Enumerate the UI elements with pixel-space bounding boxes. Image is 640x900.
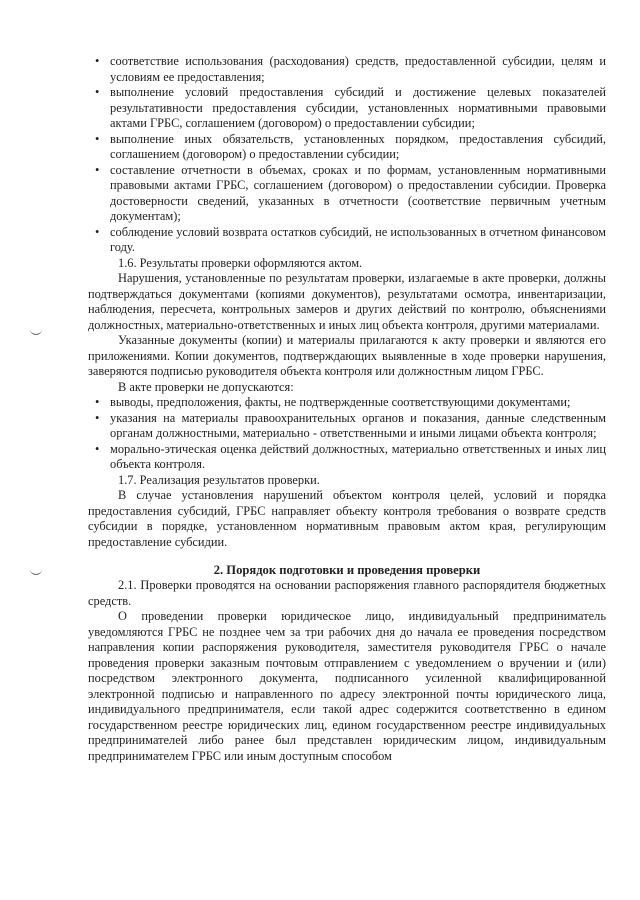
bullet-icon: • bbox=[95, 54, 100, 68]
not-allowed-title: В акте проверки не допускаются: bbox=[118, 379, 294, 394]
bullet-icon: • bbox=[95, 224, 100, 239]
bullet-icon: • bbox=[95, 410, 100, 425]
paragraph-documents: Указанные документы (копии) и материалы прилагаются к акту проверки и являются его приложениями. Копии документов, подтверждающих выявленные в ходе проверки нарушения, заверяются подписью руководителя объекта контроля или должностным лицом ГРБС. bbox=[88, 333, 606, 378]
binding-mark bbox=[30, 568, 42, 575]
paragraph-violations: Нарушения, установленные по результатам проверки, излагаемые в акте проверки, должны подтверждаться документами (копиями документов), результатами осмотра, инвентаризации, наблюдения, пересчета, контрольных замеров и других действий по контролю, объяснениями должностных, материально-ответственных и иных лиц объекта контроля, другими материалами. bbox=[88, 271, 606, 332]
list-item: • указания на материалы правоохранительных органов и показания, данные следственным органам должностными, материально - ответственными и иными лицами объекта контроля; bbox=[95, 410, 606, 440]
binding-mark bbox=[30, 328, 42, 335]
not-allowed-list bbox=[88, 395, 606, 473]
bullet-icon: • bbox=[95, 162, 100, 177]
paragraph-2-1: 2.1. Проверки проводятся на основании распоряжения главного распорядителя бюджетных средств. bbox=[88, 578, 606, 608]
list-item: • выполнение иных обязательств, установленных порядком, предоставления субсидий, соглашением (договором) о предоставлении субсидии; bbox=[95, 131, 606, 161]
list-item: • соблюдение условий возврата остатков субсидий, не использованных в отчетном финансовом году. bbox=[95, 224, 606, 254]
list-item: • выполнение условий предоставления субсидий и достижение целевых показателей результативности предоставления субсидии, установленных нормативными правовыми актами ГРБС, соглашением (договором) о предоставлении субсидии; bbox=[95, 85, 606, 130]
list-item: • соответствие использования (расходования) средств, предоставленной субсидии, целям и условиям ее предоставления; bbox=[95, 54, 606, 84]
bullet-icon: • bbox=[95, 131, 100, 146]
document-body bbox=[88, 54, 606, 764]
paragraph-notice: О проведении проверки юридическое лицо, индивидуальный предприниматель уведомляются ГРБС не позднее чем за три рабочих дня до начала ее проведения посредством направления копии распоряжения руководителя, заместителя руководителя ГРБС о начале проведения проверки заказным почтовым отправлением с уведомлением о вручении и (или) посредством электронного документа, подписанного усиленной квалифицированной электронной подписью и направленного по адресу электронной почты юридического лица, индивидуального предпринимателя, если такой адрес содержится соответственно в едином государственном реестре юридических лиц, едином государственном реестре индивидуальных предпринимателей либо ранее был представлен юридическим лицом, индивидуальным предпринимателем ГРБС или иным доступным способом bbox=[88, 609, 606, 763]
paragraph-refund: В случае установления нарушений объектом контроля целей, условий и порядка предоставления субсидий, ГРБС направляет объекту контроля требования о возврате средств субсидии в порядке, установленном нормативным правовым актом края, регулирующим предоставление субсидии. bbox=[88, 488, 606, 549]
bullet-icon: • bbox=[95, 395, 100, 409]
list-item: • выводы, предположения, факты, не подтвержденные соответствующими документами; bbox=[95, 395, 571, 409]
check-subjects-list bbox=[88, 54, 606, 256]
item-1-7: 1.7. Реализация результатов проверки. bbox=[118, 472, 320, 487]
bullet-icon: • bbox=[95, 85, 100, 99]
item-1-6: 1.6. Результаты проверки оформляются актом. bbox=[118, 255, 363, 270]
bullet-icon: • bbox=[95, 441, 100, 456]
list-item: • составление отчетности в объемах, сроках и по формам, установленным нормативными правовыми актами ГРБС, соглашением (договором) о предоставлении субсидии. Проверка достоверности сведений, указанных в отчетности (соответствие первичным учетным документам); bbox=[95, 162, 606, 223]
list-item: • морально-этическая оценка действий должностных, материально ответственных и иных лиц объекта контроля. bbox=[95, 441, 606, 471]
section-2-heading: 2. Порядок подготовки и проведения проверки bbox=[213, 563, 481, 577]
